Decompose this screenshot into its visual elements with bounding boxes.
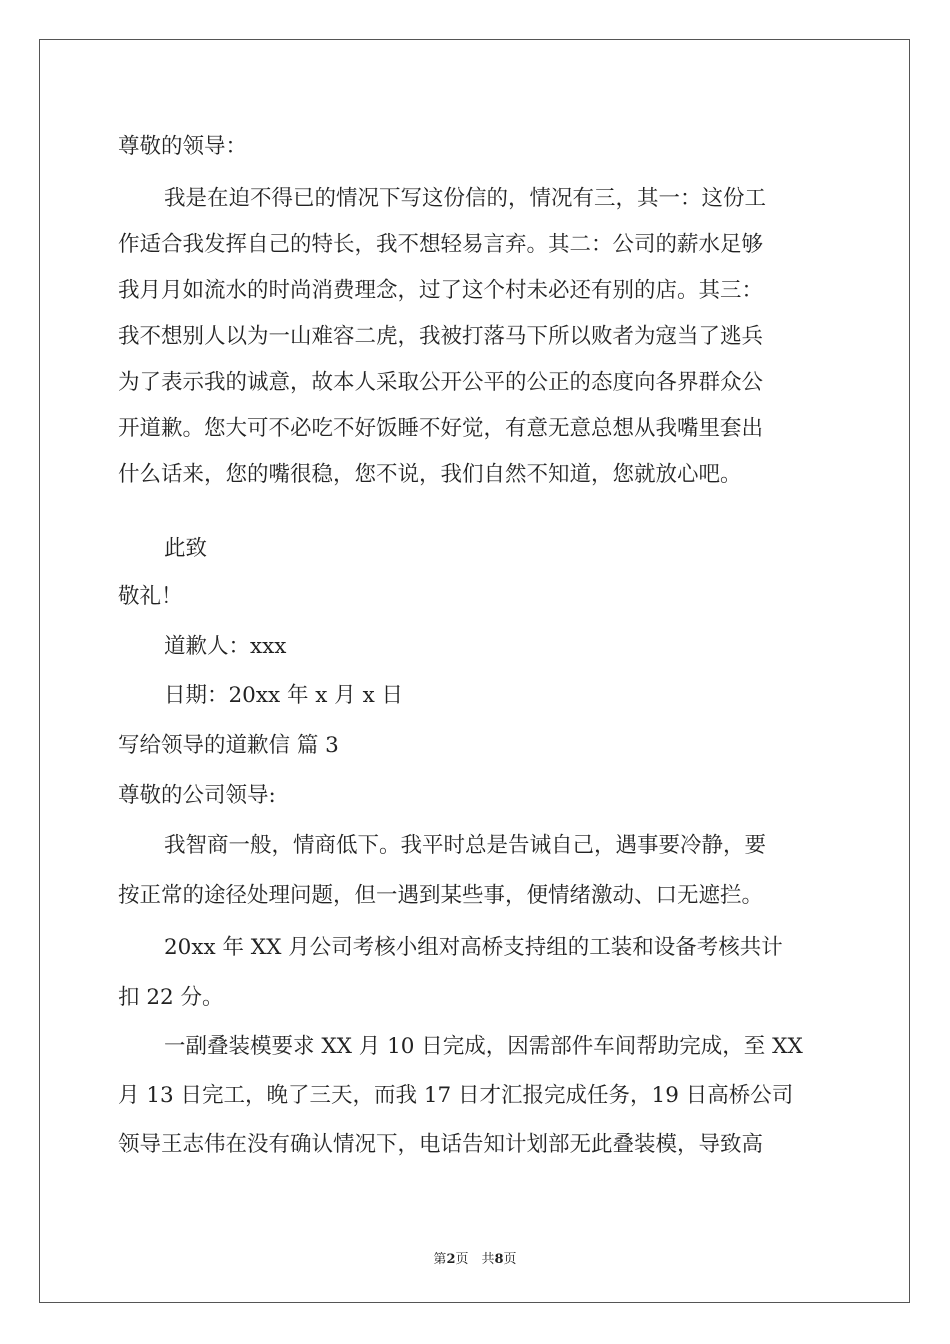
- current-page-number: 2: [446, 1252, 456, 1267]
- paragraph-line: 领导王志伟在没有确认情况下，电话告知计划部无此叠装模，导致高: [118, 1132, 764, 1157]
- paragraph-line: 开道歉。您大可不必吃不好饭睡不好觉，有意无意总想从我嘴里套出: [118, 416, 764, 441]
- section-heading: 写给领导的道歉信 篇 3: [118, 733, 339, 758]
- salutation: 尊敬的公司领导:: [118, 783, 276, 808]
- paragraph-line: 为了表示我的诚意，故本人采取公开公平的公正的态度向各界群众公: [118, 370, 764, 395]
- closing-salute: 敬礼！: [118, 584, 183, 609]
- salutation: 尊敬的领导：: [118, 134, 248, 159]
- footer-prefix: 第: [433, 1252, 447, 1267]
- paragraph-line: 一副叠装模要求 XX 月 10 日完成，因需部件车间帮助完成，至 XX: [164, 1034, 803, 1059]
- closing-phrase: 此致: [164, 536, 208, 561]
- footer-middle: 页 共: [455, 1252, 495, 1267]
- signature-line: 道歉人：xxx: [164, 634, 287, 659]
- paragraph-line: 20xx 年 XX 月公司考核小组对高桥支持组的工装和设备考核共计: [164, 935, 783, 960]
- paragraph-line: 扣 22 分。: [118, 985, 224, 1010]
- paragraph-line: 按正常的途径处理问题，但一遇到某些事，便情绪激动、口无遮拦。: [118, 883, 764, 908]
- paragraph-line: 什么话来，您的嘴很稳，您不说，我们自然不知道，您就放心吧。: [118, 462, 742, 487]
- paragraph-line: 我月月如流水的时尚消费理念，过了这个村未必还有别的店。其三：: [118, 278, 764, 303]
- date-line: 日期：20xx 年 x 月 x 日: [164, 683, 404, 708]
- paragraph-line: 我智商一般，情商低下。我平时总是告诫自己，遇事要冷静，要: [164, 833, 767, 858]
- paragraph-line: 我是在迫不得已的情况下写这份信的，情况有三，其一：这份工: [164, 186, 767, 211]
- page-border: [39, 39, 910, 1303]
- footer-suffix: 页: [503, 1252, 517, 1267]
- paragraph-line: 作适合我发挥自己的特长，我不想轻易言弃。其二：公司的薪水足够: [118, 232, 764, 257]
- total-page-number: 8: [494, 1252, 504, 1267]
- page-footer: [0, 1248, 950, 1267]
- paragraph-line: 月 13 日完工，晚了三天，而我 17 日才汇报完成任务，19 日高桥公司: [118, 1083, 794, 1108]
- paragraph-line: 我不想别人以为一山难容二虎，我被打落马下所以败者为寇当了逃兵: [118, 324, 764, 349]
